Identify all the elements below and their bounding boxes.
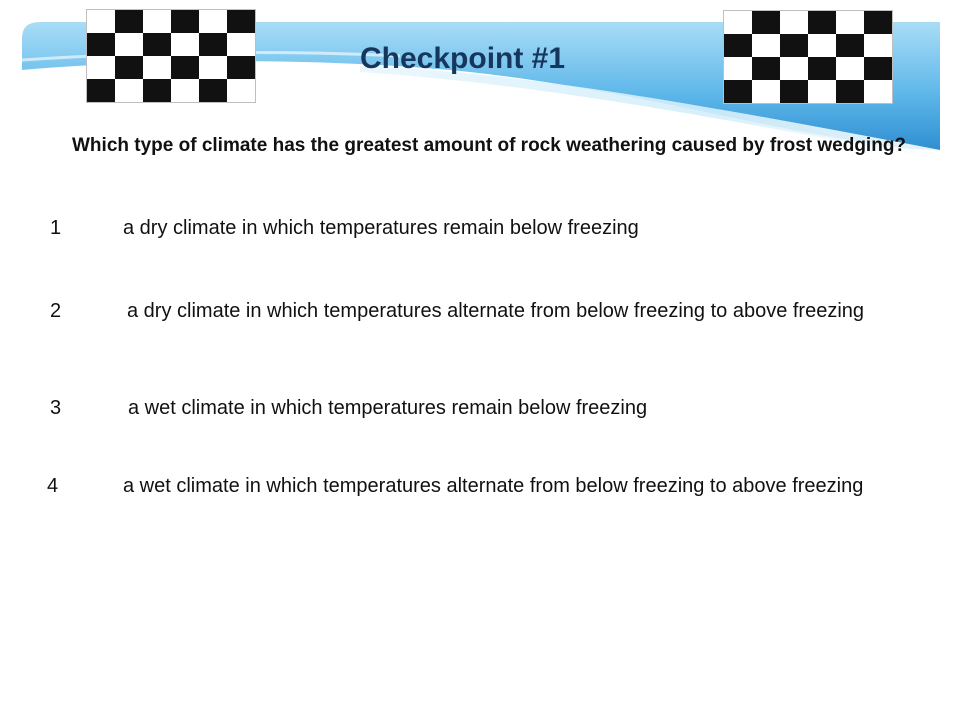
option-number: 3 [50, 397, 62, 419]
right-checkered-flag-icon [723, 10, 893, 104]
question-text: Which type of climate has the greatest amount of rock weathering caused by frost wedging? [72, 135, 907, 156]
option-text: a dry climate in which temperatures remain below freezing [123, 217, 639, 239]
slide-title: Checkpoint #1 [360, 42, 566, 75]
option-text: a wet climate in which temperatures remain below freezing [128, 397, 648, 419]
option-number: 4 [47, 475, 59, 497]
left-checkered-flag-icon [86, 9, 256, 103]
option-number: 2 [50, 300, 62, 322]
option-text: a wet climate in which temperatures alternate from below freezing to above freezing [123, 475, 864, 497]
option-text: a dry climate in which temperatures alternate from below freezing to above freezing [127, 300, 865, 322]
option-number: 1 [50, 217, 62, 239]
